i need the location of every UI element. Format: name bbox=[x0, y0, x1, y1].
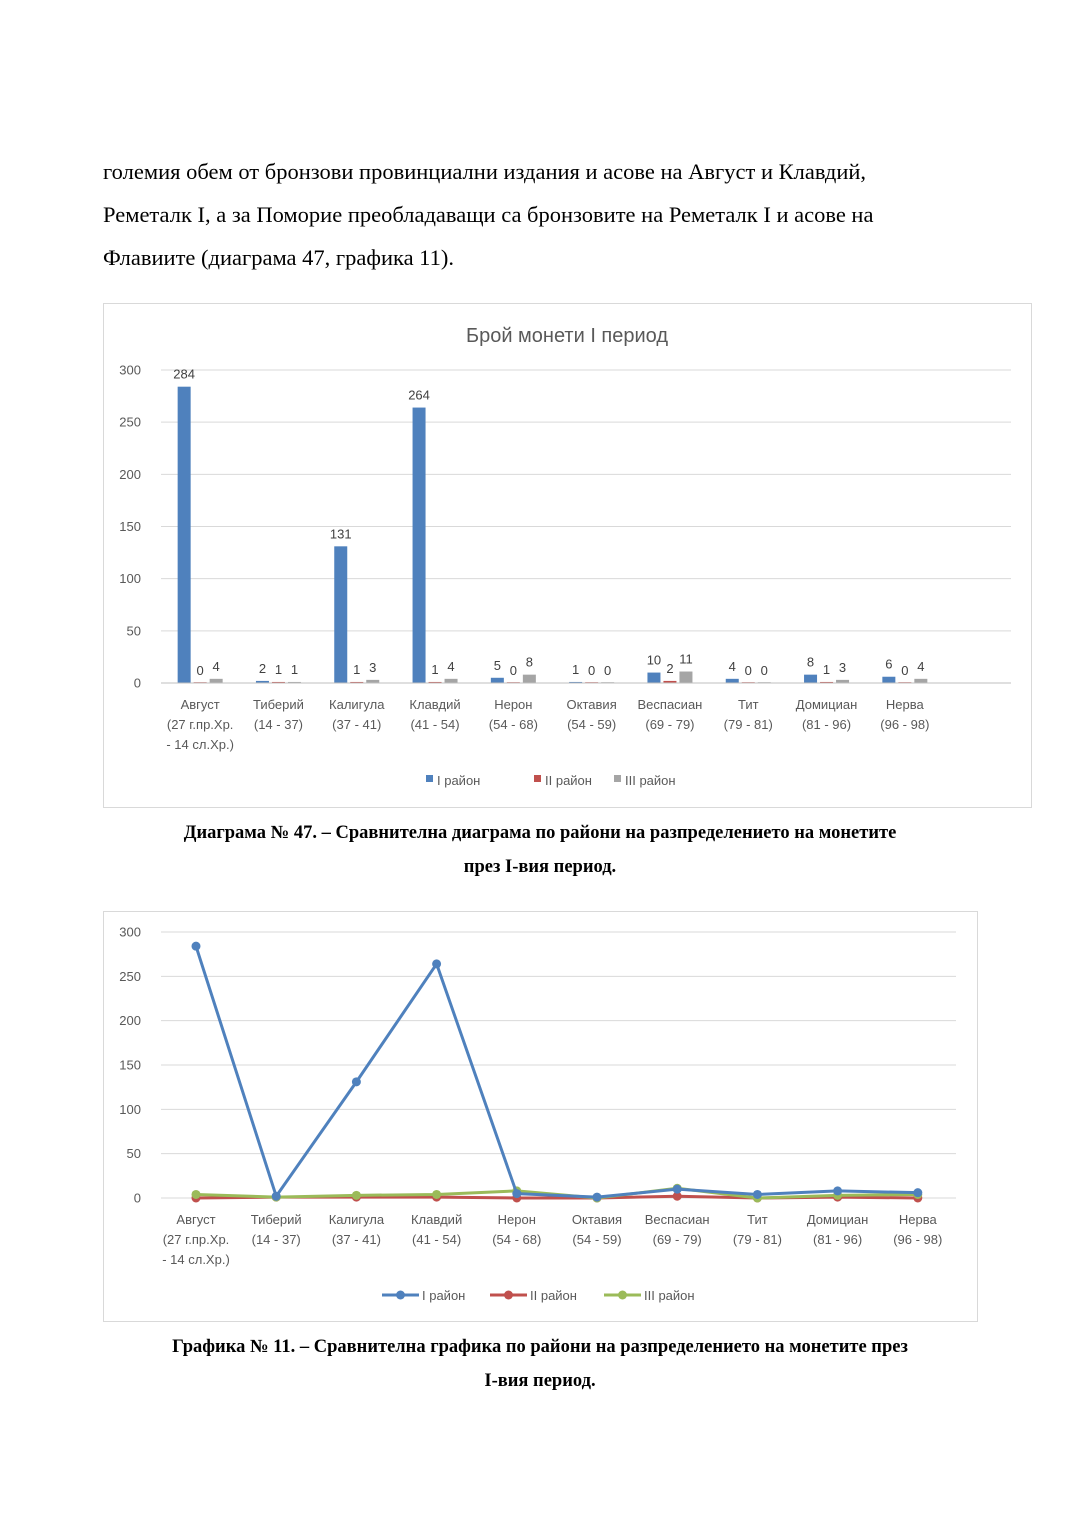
data-label: 1 bbox=[431, 661, 439, 677]
bar bbox=[413, 408, 426, 683]
x-tick-label: (41 - 54) bbox=[410, 717, 460, 732]
data-label: 1 bbox=[572, 661, 580, 677]
y-tick-label: 300 bbox=[119, 924, 141, 940]
y-tick-label: 200 bbox=[119, 1013, 141, 1029]
x-tick-label: (69 - 79) bbox=[652, 1232, 702, 1247]
bar bbox=[523, 675, 536, 683]
x-tick-label: (41 - 54) bbox=[412, 1232, 462, 1247]
bar bbox=[178, 387, 191, 683]
legend-label: I район bbox=[422, 1288, 466, 1303]
data-label: 4 bbox=[917, 658, 925, 674]
x-tick-label: Тит bbox=[737, 697, 759, 712]
data-point bbox=[913, 1188, 922, 1197]
data-point bbox=[352, 1191, 361, 1200]
caption-line: Диаграма № 47. – Сравнителна диаграма по райони на разпределението на монетите bbox=[183, 823, 897, 843]
data-label: 8 bbox=[525, 654, 533, 670]
y-tick-label: 250 bbox=[119, 968, 141, 984]
x-tick-label: Тиберий bbox=[250, 1212, 302, 1227]
data-label: 11 bbox=[679, 651, 693, 667]
data-label: 0 bbox=[196, 663, 204, 678]
data-point bbox=[512, 1189, 521, 1198]
chart-title: Брой монети I период bbox=[465, 325, 669, 347]
data-label: 5 bbox=[493, 657, 501, 673]
x-tick-label: Веспасиан bbox=[644, 1212, 710, 1227]
y-tick-label: 0 bbox=[133, 675, 141, 691]
data-label: 6 bbox=[885, 656, 893, 672]
legend-label: II район bbox=[530, 1288, 577, 1303]
x-tick-label: (14 - 37) bbox=[251, 1232, 301, 1247]
x-tick-label: Веспасиан bbox=[637, 697, 703, 712]
caption-line: I-вия период. bbox=[484, 1371, 596, 1391]
x-tick-label: Калигула bbox=[329, 697, 385, 712]
x-tick-label: (54 - 68) bbox=[492, 1232, 542, 1247]
paragraph-line: Флавиите (диаграма 47, графика 11). bbox=[103, 245, 454, 270]
bar-chart-frame bbox=[103, 303, 1032, 808]
data-label: 1 bbox=[353, 661, 361, 677]
legend-label: I район bbox=[437, 773, 481, 788]
data-label: 2 bbox=[666, 660, 674, 676]
x-tick-label: (96 - 98) bbox=[893, 1232, 943, 1247]
bar bbox=[679, 672, 692, 683]
data-point bbox=[593, 1193, 602, 1202]
y-tick-label: 150 bbox=[119, 1057, 141, 1073]
x-tick-label: (79 - 81) bbox=[732, 1232, 782, 1247]
x-tick-label: - 14 сл.Хр.) bbox=[162, 1252, 230, 1267]
x-tick-label: Октавия bbox=[566, 697, 617, 712]
y-tick-label: 200 bbox=[119, 466, 141, 482]
data-label: 1 bbox=[290, 661, 299, 677]
data-label: 4 bbox=[728, 658, 736, 674]
legend-marker bbox=[618, 1291, 627, 1300]
x-tick-label: Август bbox=[176, 1212, 216, 1227]
x-tick-label: Калигула bbox=[328, 1212, 385, 1227]
data-label: 0 bbox=[604, 663, 612, 678]
bar-chart bbox=[104, 304, 1031, 807]
y-tick-label: 250 bbox=[119, 414, 141, 430]
x-tick-label: (81 - 96) bbox=[813, 1232, 863, 1247]
x-tick-label: (79 - 81) bbox=[723, 717, 773, 732]
x-tick-label: (69 - 79) bbox=[645, 717, 695, 732]
x-tick-label: Нерон bbox=[497, 1212, 536, 1227]
x-tick-label: (96 - 98) bbox=[880, 717, 930, 732]
data-label: 0 bbox=[588, 663, 596, 678]
data-point bbox=[753, 1190, 762, 1199]
data-label: 4 bbox=[447, 658, 455, 674]
data-point bbox=[352, 1077, 361, 1086]
bar bbox=[334, 546, 347, 683]
data-label: 1 bbox=[274, 661, 283, 677]
caption-line: Графика № 11. – Сравнителна графика по райони на разпределението на монетите през bbox=[172, 1337, 908, 1357]
body-paragraph bbox=[103, 150, 983, 279]
legend-marker bbox=[396, 1291, 405, 1300]
data-label: 10 bbox=[646, 652, 662, 668]
data-point bbox=[432, 1190, 441, 1199]
legend-swatch bbox=[614, 775, 621, 782]
legend-label: III район bbox=[625, 773, 676, 788]
caption-line: през I-вия период. bbox=[463, 857, 617, 877]
x-tick-label: Нерва bbox=[898, 1212, 937, 1227]
x-tick-label: Октавия bbox=[571, 1212, 623, 1227]
data-label: 131 bbox=[329, 526, 352, 542]
bar bbox=[882, 677, 895, 683]
bar bbox=[491, 678, 504, 683]
data-point bbox=[192, 1190, 201, 1199]
diagram-caption bbox=[60, 816, 1020, 884]
y-tick-label: 50 bbox=[126, 623, 141, 639]
x-tick-label: (37 - 41) bbox=[332, 717, 382, 732]
data-label: 2 bbox=[258, 660, 267, 676]
data-label: 0 bbox=[901, 663, 909, 678]
data-label: 8 bbox=[806, 654, 815, 670]
x-tick-label: (54 - 59) bbox=[567, 717, 617, 732]
data-label: 0 bbox=[509, 663, 517, 678]
bar bbox=[210, 679, 223, 683]
x-tick-label: - 14 сл.Хр.) bbox=[166, 737, 234, 752]
bar bbox=[647, 673, 660, 683]
y-tick-label: 150 bbox=[119, 519, 141, 534]
x-tick-label: Клавдий bbox=[410, 1212, 463, 1227]
x-tick-label: Клавдий bbox=[409, 697, 461, 712]
y-tick-label: 100 bbox=[119, 1101, 141, 1117]
legend-marker bbox=[504, 1291, 513, 1300]
x-tick-label: (14 - 37) bbox=[253, 717, 304, 732]
legend-label: III район bbox=[644, 1288, 695, 1303]
data-label: 1 bbox=[822, 661, 831, 677]
x-tick-label: Домициан bbox=[806, 1212, 869, 1227]
bar bbox=[804, 675, 817, 683]
data-point bbox=[673, 1185, 682, 1194]
data-label: 3 bbox=[369, 659, 377, 675]
data-label: 284 bbox=[173, 366, 196, 382]
paragraph-line: големия обем от бронзови провинциални издания и асове на Август и Клавдий, bbox=[103, 159, 867, 184]
x-tick-label: Нерва bbox=[885, 697, 924, 712]
x-tick-label: (27 г.пр.Хр. bbox=[166, 717, 234, 732]
data-label: 0 bbox=[744, 663, 752, 678]
bar bbox=[726, 679, 739, 683]
y-tick-label: 0 bbox=[133, 1190, 141, 1206]
data-label: 4 bbox=[212, 658, 220, 674]
data-label: 3 bbox=[838, 659, 847, 675]
x-tick-label: (54 - 68) bbox=[488, 717, 538, 732]
x-tick-label: Тит bbox=[747, 1212, 768, 1227]
data-point bbox=[272, 1192, 281, 1201]
paragraph-line: Реметалк I, а за Поморие преобладаващи са бронзовите на Реметалк I и асове на bbox=[103, 202, 874, 227]
x-tick-label: (27 г.пр.Хр. bbox=[162, 1232, 230, 1247]
graph-caption bbox=[60, 1330, 1020, 1398]
data-point bbox=[432, 959, 441, 968]
x-tick-label: Тиберий bbox=[252, 697, 304, 712]
x-tick-label: Домициан bbox=[795, 697, 858, 712]
x-tick-label: (81 - 96) bbox=[801, 717, 852, 732]
y-tick-label: 100 bbox=[119, 571, 141, 587]
data-label: 0 bbox=[760, 663, 768, 678]
x-tick-label: Август bbox=[180, 697, 220, 712]
bar bbox=[445, 679, 458, 683]
x-tick-label: Нерон bbox=[494, 697, 533, 712]
series-line bbox=[196, 946, 918, 1197]
legend-swatch bbox=[534, 775, 541, 782]
y-tick-label: 50 bbox=[126, 1146, 141, 1162]
legend-label: II район bbox=[545, 773, 592, 788]
line-chart bbox=[104, 912, 977, 1321]
legend-swatch bbox=[426, 775, 433, 782]
data-label: 264 bbox=[408, 387, 430, 403]
y-tick-label: 300 bbox=[119, 362, 141, 378]
line-chart-frame bbox=[103, 911, 978, 1322]
data-point bbox=[833, 1186, 842, 1195]
x-tick-label: (54 - 59) bbox=[572, 1232, 622, 1247]
bar bbox=[914, 679, 927, 683]
x-tick-label: (37 - 41) bbox=[331, 1232, 381, 1247]
data-point bbox=[192, 942, 201, 951]
